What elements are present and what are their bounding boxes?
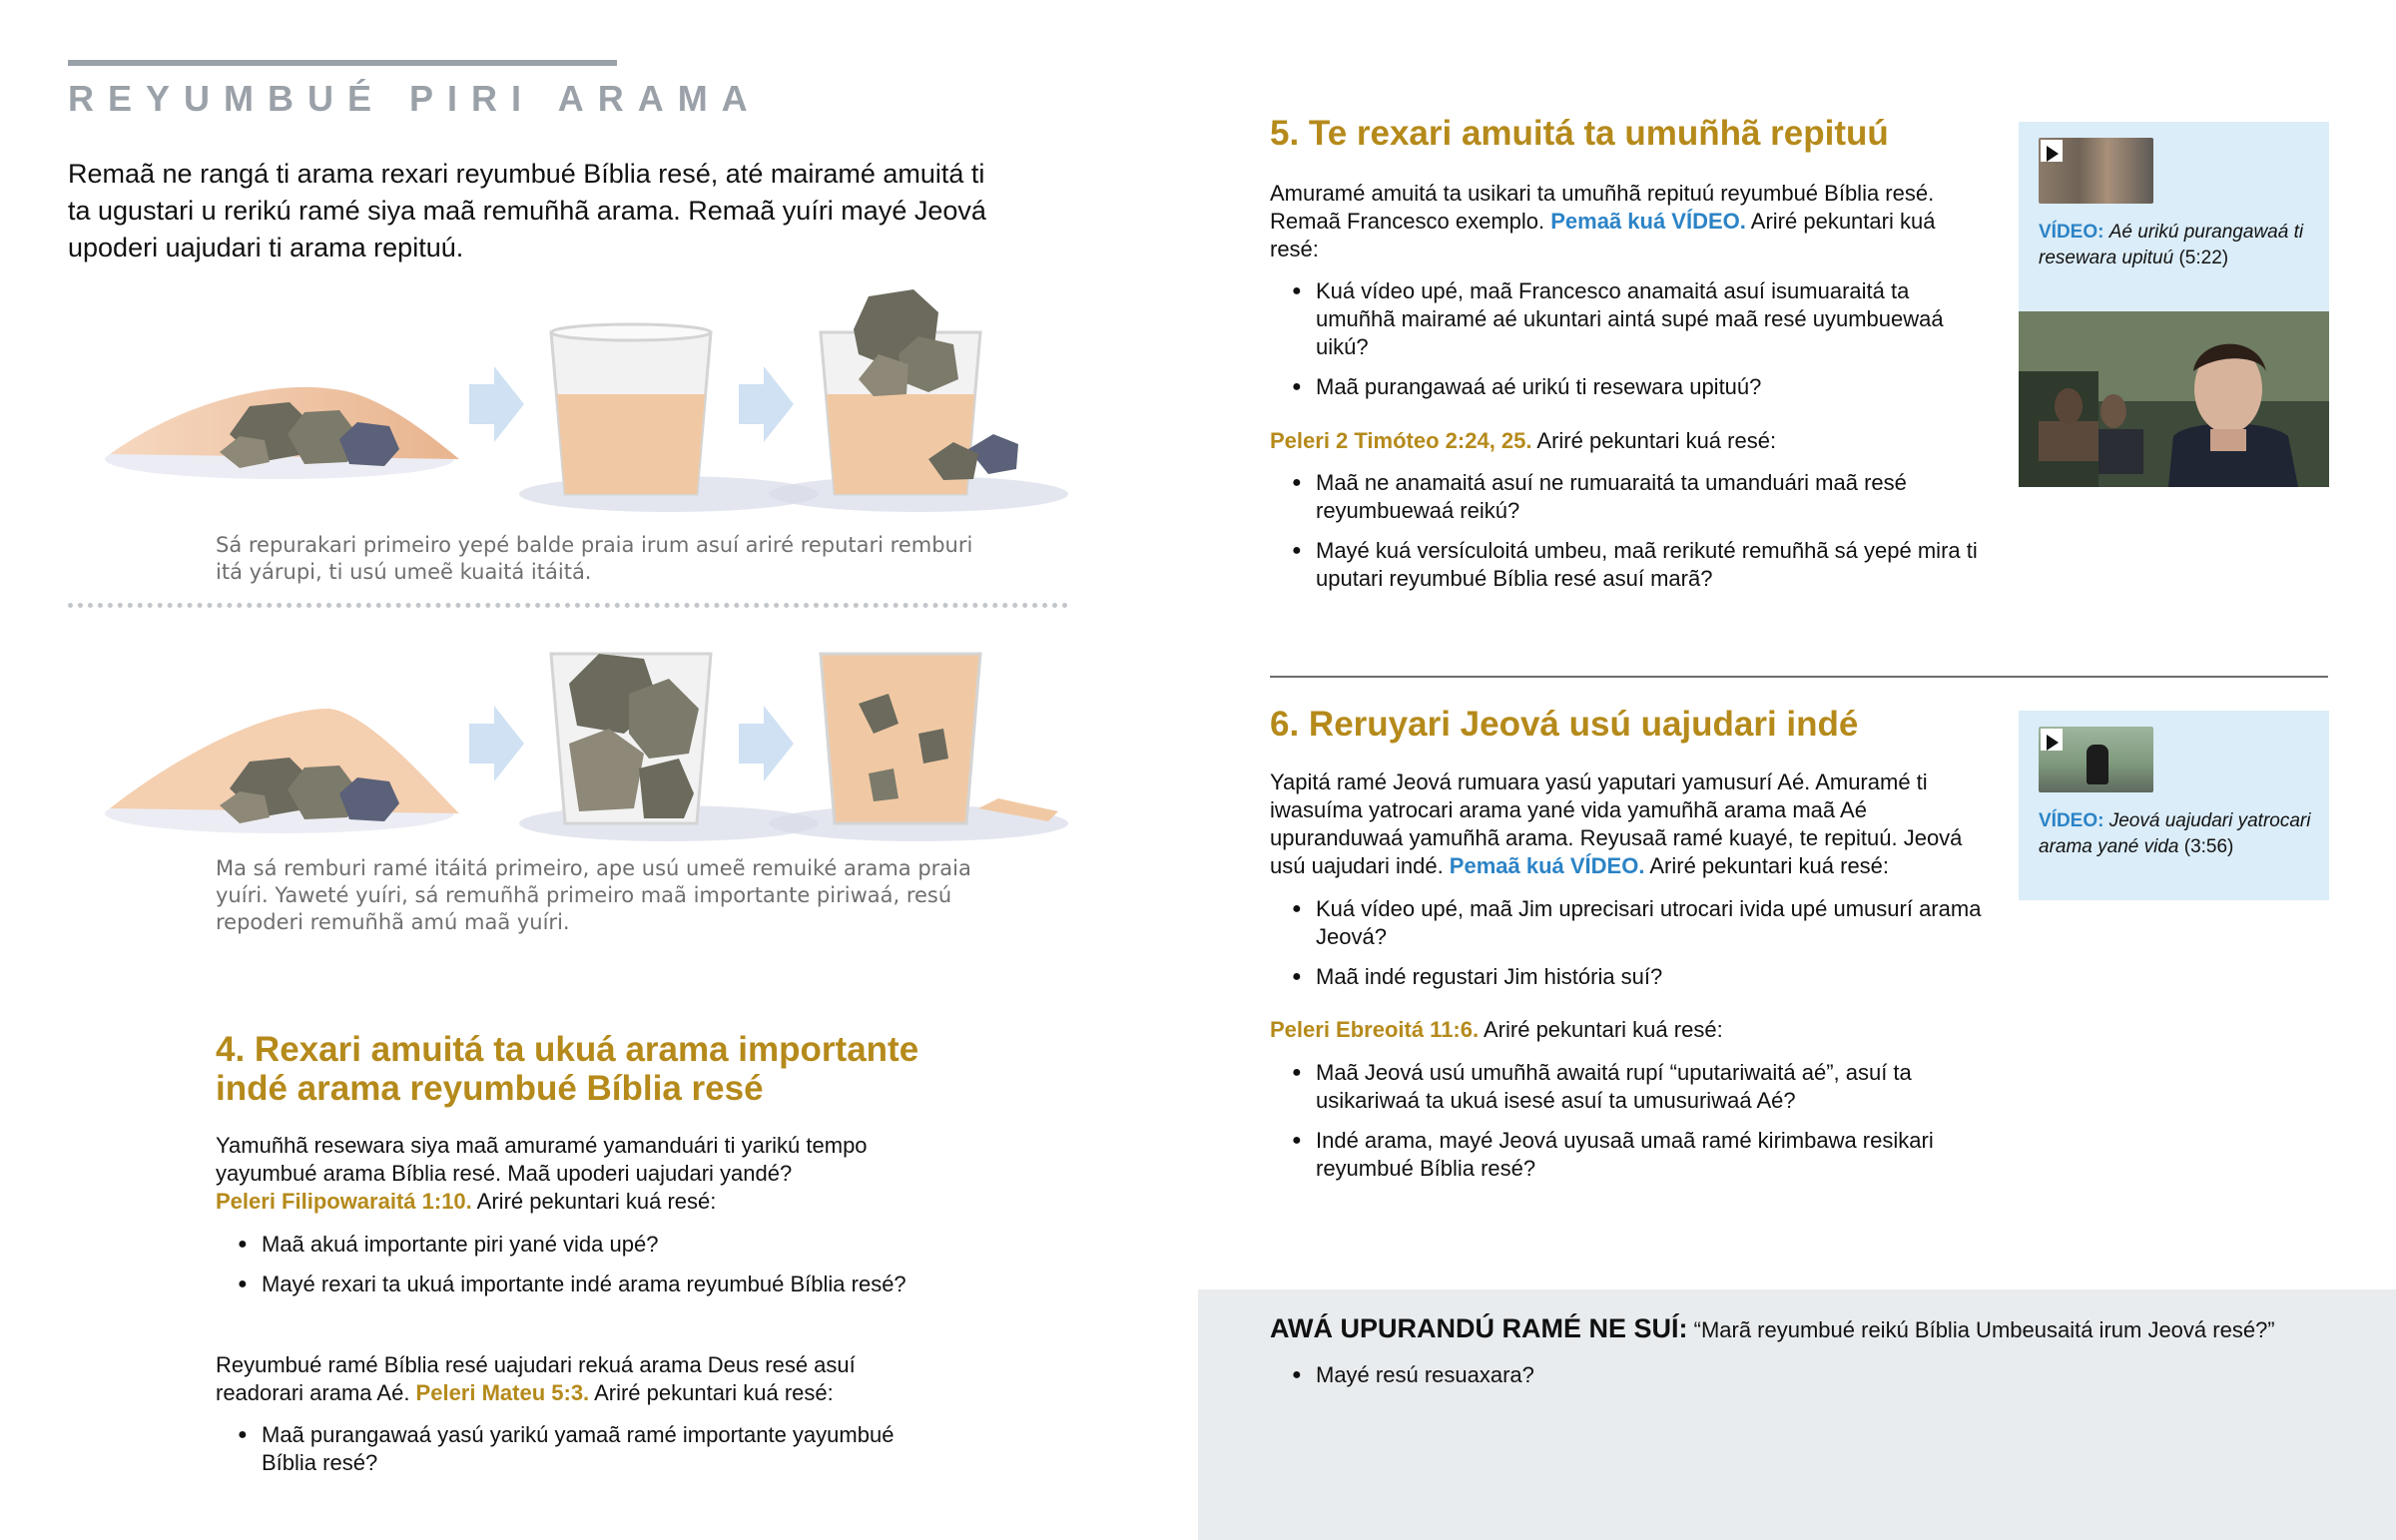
list-item: ● Kuá vídeo upé, maã Francesco anamaitá asuí isumuaraitá ta umuñhã mairamé aé ukuntari aintá supé maã resé uyumbuewaá uikú? (1270, 277, 1984, 361)
video-thumbnail[interactable] (2039, 727, 2153, 792)
section6-paragraph: Yapitá ramé Jeová rumuara yasú yaputari yamusurí Aé. Amuramé ti iwasuíma yatrocari arama yané vida yamuñhã arama maã Aé upuranduwaá yamuñhã arama. Reyusaã ramé kuayé, te repituú. Jeová usú uajudari indé. Pemaã kuá VÍDEO. Ariré pekuntari kuá resé: (1270, 770, 1963, 878)
list-item: ● Mayé kuá versículoitá umbeu, maã rerikuté remuñhã sá yepé mira ti uputari reyumbué Bíblia resé asuí marã? (1270, 537, 1984, 593)
list-item: ● Kuá vídeo upé, maã Jim uprecisari utrocari ivida upé umusurí arama Jeová? (1270, 895, 1984, 951)
list-item: ● Mayé rexari ta ukuá importante indé arama reyumbué Bíblia resé? (216, 1271, 934, 1298)
list-item: ● Maã Jeová usú umuñhã awaitá rupí “uputariwaitá aé”, asuí ta usikariwaá ta ukuá isesé asuí ta umusuriwaá Aé? (1270, 1059, 1984, 1115)
list-item: ● Mayé resú resuaxara? (1270, 1361, 2268, 1389)
arrow-right-icon (739, 706, 794, 781)
list-item: ● Indé arama, mayé Jeová uyusaã umaã ramé kirimbawa resikari reyumbué Bíblia resé? (1270, 1127, 1984, 1183)
section5-questions-1 (1270, 277, 1984, 413)
intro-paragraph: Remaã ne rangá ti arama rexari reyumbué Bíblia resé, até mairamé amuitá ti ta ugustari u rerikú ramé siya maã remuñhã arama. Remaã yuíri mayé Jeová upoderi uajudari ti arama repituú. (68, 159, 986, 262)
dotted-divider (68, 603, 1068, 608)
video-caption: VÍDEO: Jeová uajudari yatrocari arama yané vida (3:56) (2039, 810, 2311, 857)
section4-paragraph-2: Reyumbué ramé Bíblia resé uajudari rekuá arama Deus resé asuí readorari arama Aé. Peleri Mateu 5:3. Ariré pekuntari kuá resé: (216, 1352, 856, 1405)
video-card-6[interactable] (2019, 711, 2329, 900)
section-top-rule (68, 60, 617, 66)
play-icon (2041, 140, 2063, 162)
cup-sand-rocks-overflow (769, 289, 1068, 512)
video-caption: VÍDEO: Aé urikú purangawaá ti resewara upituú (5:22) (2039, 222, 2304, 268)
section-divider (1270, 676, 2328, 678)
section5-reference: Peleri 2 Timóteo 2:24, 25. Ariré pekuntari kuá resé: (1270, 428, 1777, 453)
scripture-link[interactable]: Peleri Ebreoitá 11:6. (1270, 1017, 1480, 1042)
question-line: AWÁ UPURANDÚ RAMÉ NE SUÍ: “Marã reyumbué reikú Bíblia Umbeusaitá irum Jeová resé?” (1270, 1313, 2275, 1343)
play-icon (2041, 729, 2063, 751)
section6-questions-2 (1270, 1059, 1984, 1195)
section5-heading: 5. Te rexari amuitá ta umuñhã repituú (1270, 114, 1889, 153)
cup-rocks-sand (769, 654, 1068, 841)
section4-questions-2 (216, 1421, 934, 1489)
scripture-link[interactable]: Peleri Filipowaraitá 1:10. (216, 1189, 472, 1214)
section4-heading: 4. Rexari amuitá ta ukuá arama importante indé arama reyumbué Bíblia resé (216, 1030, 919, 1108)
scripture-link[interactable]: Peleri Mateu 5:3. (415, 1380, 590, 1405)
list-item: ● Maã ne anamaitá asuí ne rumuaraitá ta umanduári maã resé reyumbuewaá reikú? (1270, 469, 1984, 525)
list-item: ● Maã indé regustari Jim história suí? (1270, 963, 1984, 991)
question-box (1198, 1289, 2396, 1540)
section6-questions-1 (1270, 895, 1984, 1003)
question-label: AWÁ UPURANDÚ RAMÉ NE SUÍ: (1270, 1313, 1688, 1343)
illustration-sand-first (100, 284, 1078, 524)
section4-questions-1 (216, 1231, 934, 1310)
section6-reference: Peleri Ebreoitá 11:6. Ariré pekuntari kuá resé: (1270, 1017, 1723, 1042)
section5-paragraph: Amuramé amuitá ta usikari ta umuñhã repituú reyumbué Bíblia resé. Remaã Francesco exemplo. Pemaã kuá VÍDEO. Ariré pekuntari kuá resé: (1270, 181, 1936, 261)
video-card-5[interactable] (2019, 122, 2329, 311)
arrow-right-icon (469, 366, 524, 442)
list-item: ● Maã akuá importante piri yané vida upé? (216, 1231, 934, 1259)
arrow-right-icon (739, 366, 794, 442)
video-still-photo (2019, 311, 2329, 487)
video-thumbnail[interactable] (2039, 138, 2153, 204)
page-title: REYUMBUÉ PIRI ARAMA (68, 78, 762, 119)
list-item: ● Maã purangawaá aé urikú ti resewara upituú? (1270, 373, 1984, 401)
list-item: ● Maã purangawaá yasú yarikú yamaã ramé importante yayumbué Bíblia resé? (216, 1421, 934, 1477)
section5-questions-2 (1270, 469, 1984, 605)
video-link[interactable]: Pemaã kuá VÍDEO. (1449, 853, 1645, 878)
illustration-caption-bottom: Ma sá remburi ramé itáitá primeiro, ape usú umeẽ remuiké arama praia yuíri. Yaweté yuíri, sá remuñhã primeiro maã importante piriwaá, resú repoderi remuñhã amú maã yuíri. (216, 856, 971, 934)
scripture-link[interactable]: Peleri 2 Timóteo 2:24, 25. (1270, 428, 1532, 453)
illustration-rocks-first (100, 634, 1078, 843)
section6-heading: 6. Reruyari Jeová usú uajudari indé (1270, 705, 1859, 744)
section4-paragraph-1: Yamuñhã resewara siya maã amuramé yamanduári ti yarikú tempo yayumbué arama Bíblia resé. Maã upoderi uajudari yandé? Peleri Filipowaraitá 1:10. Ariré pekuntari kuá resé: (216, 1133, 868, 1214)
arrow-right-icon (469, 706, 524, 781)
question-list (1270, 1361, 2268, 1401)
video-link[interactable]: Pemaã kuá VÍDEO. (1550, 209, 1746, 234)
illustration-caption-top: Sá repurakari primeiro yepé balde praia irum asuí ariré reputari remburi itá yárupi, ti usú umeẽ kuaitá itáitá. (216, 533, 973, 584)
